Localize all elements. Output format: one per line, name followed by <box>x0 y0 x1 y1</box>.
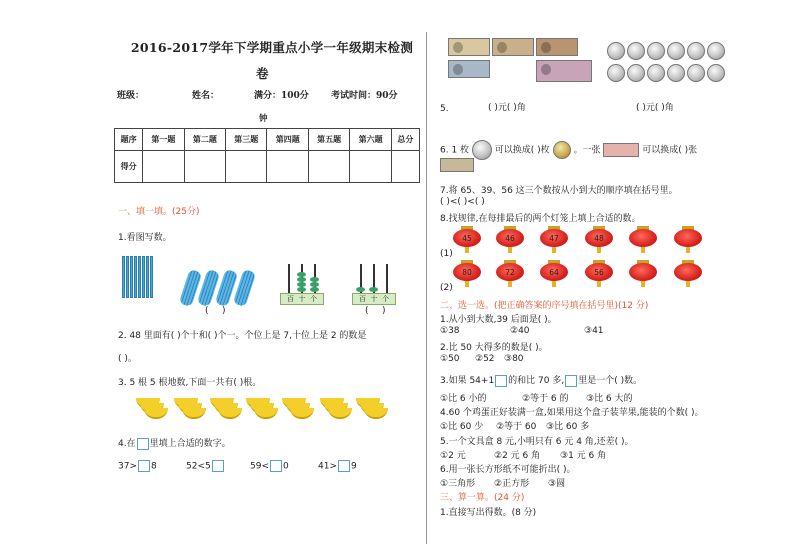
time-label-cont: 钟 <box>259 114 268 124</box>
choice-q5-opt[interactable]: ②2 元 6 角 <box>494 451 541 461</box>
lantern: 47 <box>538 226 570 250</box>
score-cell[interactable] <box>226 151 267 183</box>
choice-q4-opt[interactable]: ②等于 60 <box>496 422 537 432</box>
abacus-label: 十 <box>298 295 306 303</box>
abacus-label: 个 <box>309 295 317 303</box>
choice-q3: 3.如果 54+1 的和比 70 多, 里是一个( )数。 <box>440 376 643 386</box>
score-cell[interactable] <box>267 151 308 183</box>
choice-q5: 5.一个文具盒 8 元,小明只有 6 元 4 角,还差( )。 <box>440 437 634 447</box>
lantern: 46 <box>494 226 526 250</box>
question-3: 3. 5 根 5 根地数,下面一共有( )根。 <box>118 378 262 388</box>
question-6: 6. 1 枚 可以换成( )枚 。一张 可以换成( )张 <box>440 140 697 160</box>
abacus-2 <box>352 260 397 306</box>
calc-q1: 1.直接写出得数。(8 分) <box>440 508 537 518</box>
coins-picture <box>607 42 725 92</box>
abacus-label: 个 <box>381 295 389 303</box>
section-2-heading: 二、选一选。(把正确答案的序号填在括号里)(12 分) <box>440 301 649 311</box>
banknote-icon <box>603 143 639 157</box>
score-table <box>114 128 420 183</box>
row-2-label: (2) <box>440 283 453 293</box>
score-header: 第一题 <box>143 129 184 151</box>
question-8: 8.找规律,在每排最后的两个灯笼上填上合适的数。 <box>440 214 641 224</box>
score-cell[interactable] <box>308 151 349 183</box>
choice-q5-opt[interactable]: ①2 元 <box>440 451 466 461</box>
choice-q2-opt[interactable]: ③80 <box>504 354 524 364</box>
score-cell[interactable] <box>391 151 419 183</box>
abacus-label: 百 <box>359 295 367 303</box>
score-header: 第六题 <box>350 129 391 151</box>
choice-q6-opt[interactable]: ③圆 <box>548 479 566 489</box>
abacus-label: 百 <box>287 295 295 303</box>
blank-2-close: ) <box>382 306 386 316</box>
choice-q4-opt[interactable]: ③比 60 多 <box>546 422 590 432</box>
banknote-small-icon <box>440 158 474 172</box>
score-row-label: 得分 <box>115 151 143 183</box>
choice-q6: 6.用一张长方形纸不可能折出( )。 <box>440 465 576 475</box>
question-2: 2. 48 里面有( )个十和( )个一。个位上是 7,十位上是 2 的数是 <box>118 331 367 341</box>
choice-q3-opt[interactable]: ③比 6 大的 <box>586 394 633 404</box>
abacus-1 <box>280 260 325 306</box>
choice-q1-opt[interactable]: ③41 <box>584 326 604 336</box>
row-1-label: (1) <box>440 249 453 259</box>
question-2-cont: ( )。 <box>118 354 137 364</box>
choice-q6-opt[interactable]: ②正方形 <box>494 479 530 489</box>
lantern-blank[interactable] <box>672 260 704 284</box>
question-1: 1.看图写数。 <box>118 233 172 243</box>
lantern-blank[interactable] <box>627 260 659 284</box>
score-header: 题序 <box>115 129 143 151</box>
choice-q4: 4.60 个鸡蛋正好装满一盒,如果用这个盒子装苹果,能装的个数( )。 <box>440 408 704 418</box>
choice-q1-opt[interactable]: ②40 <box>510 326 530 336</box>
question-5: 5. <box>440 104 449 114</box>
choice-q4-opt[interactable]: ①比 60 少 <box>440 422 484 432</box>
answer-box[interactable] <box>138 460 150 472</box>
q4-item-2: 52<5 <box>186 460 225 472</box>
answer-box[interactable] <box>137 438 149 450</box>
blank-1-open: ( <box>205 306 209 316</box>
choice-q1: 1.从小到大数,39 后面是( )。 <box>440 315 557 325</box>
full-score: 满分：100分 <box>254 91 309 101</box>
answer-box[interactable] <box>565 375 577 387</box>
page-title: 2016-2017学年下学期重点小学一年级期末检测 <box>130 40 414 55</box>
score-cell[interactable] <box>184 151 225 183</box>
score-header: 第四题 <box>267 129 308 151</box>
score-cell[interactable] <box>350 151 391 183</box>
q5-blank-1: ( )元( )角 <box>488 103 526 113</box>
lantern: 80 <box>451 260 483 284</box>
column-divider <box>426 32 427 544</box>
answer-box[interactable] <box>212 460 224 472</box>
blank-2-open: ( <box>365 306 369 316</box>
banknotes-picture <box>448 38 598 88</box>
score-header: 第五题 <box>308 129 349 151</box>
section-1-heading: 一、填一填。(25分) <box>118 207 200 217</box>
time-label: 考试时间：90分 <box>331 91 398 101</box>
lantern: 45 <box>451 226 483 250</box>
answer-box[interactable] <box>495 375 507 387</box>
name-label: 姓名： <box>192 91 220 101</box>
lantern: 48 <box>583 226 615 250</box>
score-header: 第三题 <box>226 129 267 151</box>
question-7: 7.将 65、39、56 这三个数按从小到大的顺序填在括号里。 <box>440 186 678 196</box>
q4-item-1: 37> 8 <box>118 461 157 472</box>
coin-1yuan-icon <box>472 140 492 160</box>
page-title-cont: 卷 <box>256 66 269 81</box>
abacus-label: 十 <box>370 295 378 303</box>
lantern: 56 <box>583 260 615 284</box>
choice-q6-opt[interactable]: ①三角形 <box>440 479 476 489</box>
choice-q2-opt[interactable]: ①50 <box>440 354 460 364</box>
q4-item-3: 59< 0 <box>250 461 289 472</box>
bananas-picture <box>136 396 406 422</box>
choice-q3-opt[interactable]: ①比 6 小的 <box>440 394 487 404</box>
class-label: 班级： <box>117 91 145 101</box>
question-7-blanks: ( )<( )<( ) <box>440 197 485 207</box>
lantern-blank[interactable] <box>672 226 704 250</box>
lantern: 64 <box>538 260 570 284</box>
lantern-blank[interactable] <box>627 226 659 250</box>
question-4: 4.在 里填上合适的数字。 <box>118 439 231 449</box>
choice-q2: 2.比 50 大得多的数是( )。 <box>440 343 548 353</box>
choice-q3-opt[interactable]: ②等于 6 的 <box>522 394 569 404</box>
stick-bundles-picture <box>180 270 252 310</box>
q5-blank-2: ( )元( )角 <box>636 103 674 113</box>
q4-item-4: 41> 9 <box>318 461 357 472</box>
blank-1-close: ) <box>222 306 226 316</box>
choice-q5-opt[interactable]: ③1 元 6 角 <box>560 451 607 461</box>
lantern: 72 <box>494 260 526 284</box>
score-header: 总分 <box>391 129 419 151</box>
score-cell[interactable] <box>143 151 184 183</box>
answer-box[interactable] <box>338 460 350 472</box>
coin-5jiao-icon <box>553 141 571 159</box>
score-header: 第二题 <box>184 129 225 151</box>
answer-box[interactable] <box>270 460 282 472</box>
sticks-picture <box>120 256 160 302</box>
choice-q1-opt[interactable]: ①38 <box>440 326 460 336</box>
choice-q2-opt[interactable]: ②52 <box>475 354 495 364</box>
section-3-heading: 三、算一算。(24 分) <box>440 493 525 503</box>
